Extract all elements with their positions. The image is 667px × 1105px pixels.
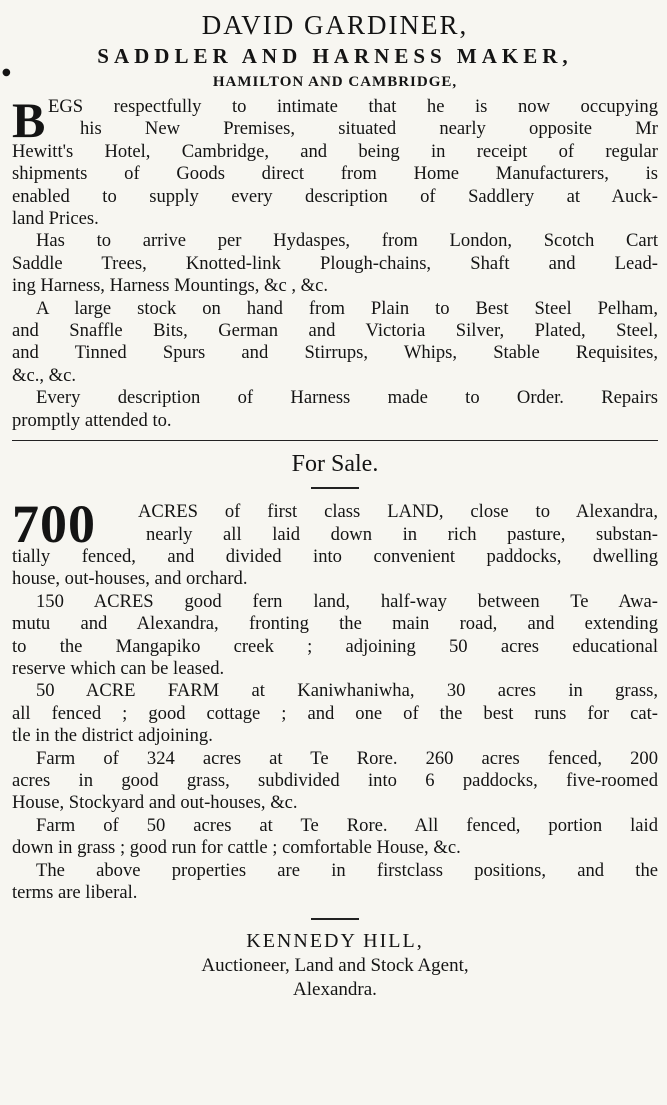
text-line: house, out-houses, and orchard. [12,568,248,590]
ad1-paragraph-3 [12,298,658,388]
text-line: Hewitt's Hotel, Cambridge, and being in receipt of regular [12,140,658,162]
text-line: mutu and Alexandra, fronting the main road, and extending [12,613,658,635]
signature-rule [311,918,359,920]
text-line: tially fenced, and divided into convenient paddocks, dwelling [12,545,658,567]
text-line: Farm of 324 acres at Te Rore. 260 acres fenced, 200 [36,747,658,769]
ad1-paragraph-2 [12,230,658,297]
for-sale-advertisement [12,449,658,1002]
margin-mark: ● [2,67,11,78]
text-line: &c., &c. [12,364,77,386]
ad1-paragraph-4 [12,387,658,432]
for-sale-heading: For Sale. [291,451,379,478]
ad2-paragraph-6 [12,860,658,905]
text-line: The above properties are in firstclass positions, and the [36,859,658,881]
drop-cap: B [12,92,46,148]
large-number: 700 [12,494,96,555]
text-line: and Tinned Spurs and Stirrups, Whips, Stable Requisites, [12,342,658,364]
ad1-paragraph-1 [12,92,658,230]
ad2-paragraph-4 [12,748,658,815]
text-line: 150 ACRES good fern land, half-way between Te Awa- [36,590,658,612]
text-line: EGS respectfully to intimate that he is now occupying [48,96,658,117]
ad2-paragraph-3 [12,680,658,747]
ad2-paragraph-2 [12,591,658,681]
text-line: Has to arrive per Hydaspes, from London, Scotch Cart [36,230,658,252]
heading-rule [311,487,359,489]
advertiser-name: DAVID GARDINER, [201,10,469,40]
text-line: and Snaffle Bits, German and Victoria Silver, Plated, Steel, [12,320,658,342]
text-line: ACRES of first class LAND, close to Alexandra, [138,501,658,523]
text-line: Farm of 50 acres at Te Rore. All fenced, portion laid [36,814,658,836]
text-line: terms are liberal. [12,882,138,903]
text-line: A large stock on hand from Plain to Best Steel Pelham, [36,297,658,319]
ad2-paragraph-1 [12,494,658,591]
advertiser-location: HAMILTON AND CAMBRIDGE, [212,74,458,90]
text-line: to the Mangapiko creek ; adjoining 50 acres educational [12,635,658,657]
text-line: 50 ACRE FARM at Kaniwhaniwha, 30 acres in grass, [36,680,658,702]
saddler-advertisement [12,8,658,432]
text-line: shipments of Goods direct from Home Manufacturers, is [12,163,658,185]
signature-name: KENNEDY HILL, [246,930,424,953]
text-line: land Prices. [12,208,99,230]
text-line: Every description of Harness made to Order. Repairs [36,387,658,409]
text-line: his New Premises, situated nearly opposite Mr [80,118,658,140]
signature-place: Alexandra. [293,979,377,1001]
text-line: down in grass ; good run for cattle ; comfortable House, &c. [12,837,461,859]
text-line: Saddle Trees, Knotted-link Plough-chains, Shaft and Lead- [12,252,658,274]
advertiser-trade: SADDLER AND HARNESS MAKER, [97,44,573,68]
text-line: enabled to supply every description of Saddlery at Auck- [12,185,658,207]
text-line: all fenced ; good cottage ; and one of the best runs for cat- [12,702,658,724]
text-line: acres in good grass, subdivided into 6 paddocks, five-roomed [12,769,658,791]
ad2-paragraph-5 [12,815,658,860]
text-line: House, Stockyard and out-houses, &c. [12,792,298,814]
text-line: ing Harness, Harness Mountings, &c , &c. [12,275,329,297]
text-line: promptly attended to. [12,409,172,431]
signature-title: Auctioneer, Land and Stock Agent, [201,955,469,977]
text-line: tle in the district adjoining. [12,725,213,747]
column-divider [12,440,658,441]
text-line: nearly all laid down in rich pasture, substan- [146,523,658,545]
text-line: reserve which can be leased. [12,657,225,679]
